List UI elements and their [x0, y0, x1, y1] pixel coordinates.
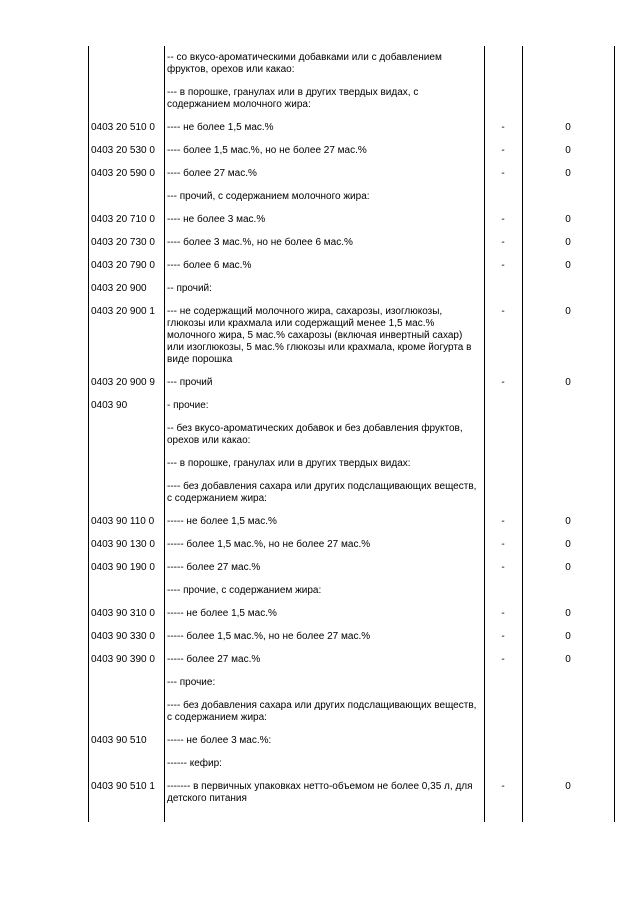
- commodity-code: 0403 90 510 1: [91, 781, 155, 792]
- commodity-code: 0403 90 190 0: [91, 562, 155, 573]
- commodity-code: 0403 20 730 0: [91, 237, 155, 248]
- commodity-code: 0403 20 900: [91, 283, 147, 294]
- duty-rate-cell: 0: [565, 654, 571, 665]
- commodity-description: ----- не более 1,5 мас.%: [167, 516, 277, 527]
- commodity-description: ---- более 27 мас.%: [167, 168, 257, 179]
- unit-cell: -: [501, 631, 505, 642]
- duty-rate-cell: 0: [565, 168, 571, 179]
- commodity-code: 0403 90: [91, 400, 128, 411]
- commodity-description: --- прочий, с содержанием молочного жира:: [167, 191, 370, 202]
- unit-cell: -: [501, 562, 505, 573]
- commodity-description: --- прочие:: [167, 677, 216, 688]
- commodity-description: ----- не более 3 мас.%:: [167, 735, 272, 746]
- commodity-code: 0403 90 130 0: [91, 539, 155, 550]
- commodity-code: 0403 90 330 0: [91, 631, 155, 642]
- duty-rate-cell: 0: [565, 562, 571, 573]
- unit-cell: -: [501, 377, 505, 388]
- table-border-left: [88, 46, 89, 822]
- commodity-code: 0403 90 310 0: [91, 608, 155, 619]
- commodity-description: ---- более 3 мас.%, но не более 6 мас.%: [167, 237, 353, 248]
- commodity-description: -- прочий:: [167, 283, 212, 294]
- unit-cell: -: [501, 608, 505, 619]
- duty-rate-cell: 0: [565, 631, 571, 642]
- duty-rate-cell: 0: [565, 539, 571, 550]
- commodity-description: --- в порошке, гранулах или в других твердых видах:: [167, 458, 411, 469]
- commodity-code: 0403 20 510 0: [91, 122, 155, 133]
- commodity-description: ----- не более 1,5 мас.%: [167, 608, 277, 619]
- commodity-code: 0403 20 900 1: [91, 306, 155, 317]
- unit-cell: -: [501, 260, 505, 271]
- commodity-description: --- прочий: [167, 377, 213, 388]
- commodity-code: 0403 90 510: [91, 735, 147, 746]
- commodity-description: ---- не более 1,5 мас.%: [167, 122, 274, 133]
- commodity-description: ----- более 1,5 мас.%, но не более 27 мас.%: [167, 539, 371, 550]
- commodity-description: ---- без добавления сахара или других подслащивающих веществ, с содержанием жира:: [167, 700, 477, 723]
- unit-cell: -: [501, 516, 505, 527]
- commodity-description: -- со вкусо-ароматическими добавками или с добавлением фруктов, орехов или какао:: [167, 52, 442, 75]
- commodity-code: 0403 20 590 0: [91, 168, 155, 179]
- duty-rate-cell: 0: [565, 237, 571, 248]
- commodity-description: ---- более 1,5 мас.%, но не более 27 мас.%: [167, 145, 367, 156]
- table-border-right: [614, 46, 615, 822]
- commodity-code: 0403 20 710 0: [91, 214, 155, 225]
- commodity-description: ------ кефир:: [167, 758, 222, 769]
- commodity-description: --- не содержащий молочного жира, сахарозы, изоглюкозы, глюкозы или крахмала или содержащий менее 1,5 мас.% молочного жира, 5 мас.% сахарозы (включая инвертный сахар) или изоглюкозы, 5 мас.% глюкозы или крахмала, кроме йогурта в виде порошка: [167, 306, 472, 365]
- commodity-description: ---- не более 3 мас.%: [167, 214, 266, 225]
- duty-rate-cell: 0: [565, 122, 571, 133]
- tariff-table: [88, 46, 614, 822]
- duty-rate-cell: 0: [565, 306, 571, 317]
- unit-cell: -: [501, 145, 505, 156]
- commodity-description: ------- в первичных упаковках нетто-объемом не более 0,35 л, для детского питания: [167, 781, 473, 804]
- commodity-description: ---- прочие, с содержанием жира:: [167, 585, 322, 596]
- duty-rate-cell: 0: [565, 516, 571, 527]
- duty-rate-cell: 0: [565, 377, 571, 388]
- commodity-description: ----- более 27 мас.%: [167, 562, 261, 573]
- unit-cell: -: [501, 781, 505, 792]
- column-divider-unit: [522, 46, 523, 822]
- commodity-code: 0403 20 900 9: [91, 377, 155, 388]
- commodity-description: ---- без добавления сахара или других подслащивающих веществ, с содержанием жира:: [167, 481, 477, 504]
- duty-rate-cell: 0: [565, 214, 571, 225]
- commodity-code: 0403 20 790 0: [91, 260, 155, 271]
- unit-cell: -: [501, 168, 505, 179]
- commodity-description: --- в порошке, гранулах или в других твердых видах, с содержанием молочного жира:: [167, 87, 419, 110]
- commodity-description: - прочие:: [167, 400, 209, 411]
- column-divider-description: [484, 46, 485, 822]
- duty-rate-cell: 0: [565, 260, 571, 271]
- unit-cell: -: [501, 122, 505, 133]
- column-divider-code: [164, 46, 165, 822]
- duty-rate-cell: 0: [565, 781, 571, 792]
- unit-cell: -: [501, 214, 505, 225]
- duty-rate-cell: 0: [565, 608, 571, 619]
- commodity-code: 0403 90 390 0: [91, 654, 155, 665]
- duty-rate-cell: 0: [565, 145, 571, 156]
- commodity-description: ---- более 6 мас.%: [167, 260, 252, 271]
- commodity-code: 0403 20 530 0: [91, 145, 155, 156]
- unit-cell: -: [501, 654, 505, 665]
- commodity-code: 0403 90 110 0: [91, 516, 155, 527]
- unit-cell: -: [501, 237, 505, 248]
- unit-cell: -: [501, 539, 505, 550]
- unit-cell: -: [501, 306, 505, 317]
- commodity-description: -- без вкусо-ароматических добавок и без добавления фруктов, орехов или какао:: [167, 423, 463, 446]
- commodity-description: ----- более 1,5 мас.%, но не более 27 мас.%: [167, 631, 371, 642]
- commodity-description: ----- более 27 мас.%: [167, 654, 261, 665]
